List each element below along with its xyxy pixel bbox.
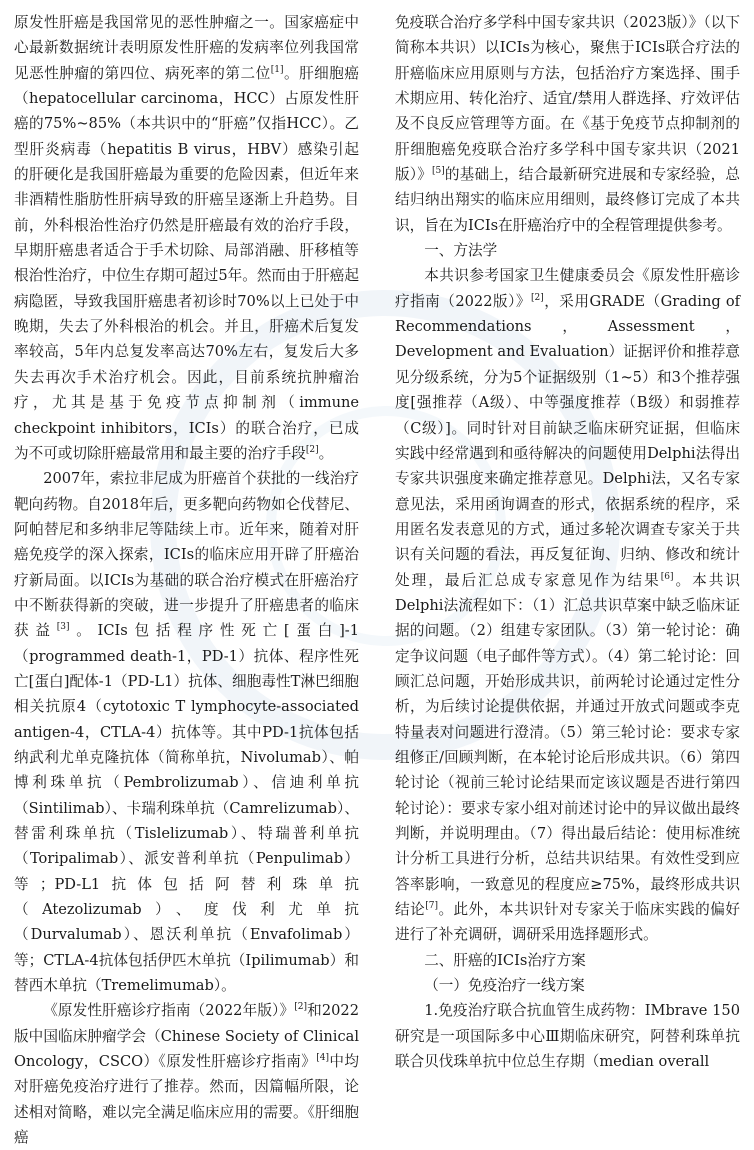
paragraph-intro: 原发性肝癌是我国常见的恶性肿瘤之一。国家癌症中心最新数据统计表明原发性肝癌的发病率位列我国常见恶性肿瘤的第四位、病死率的第二位[1]。肝细胞癌（hepatocellular carcinoma，HCC）占原发性肝癌的75%~85%（本共识中的“肝癌”仅指HCC）。乙型肝炎病毒（hepatitis B virus，HBV）感染引起的肝硬化是我国肝癌最为重要的危险因素，但近年来非酒精性脂肪性肝病导致的肝癌呈逐渐上升趋势。目前，外科根治性治疗仍然是肝癌最有效的治疗手段，早期肝癌患者适合于手术切除、局部消融、肝移植等根治性治疗，中位生存期可超过5年。然而由于肝癌起病隐匿，导致我国肝癌患者初诊时70%以上已处于中晚期，失去了外科根治的机会。并且，肝癌术后复发率较高，5年内总复发率高达70%左右，复发后大多失去再次手术治疗机会。因此，目前系统抗肿瘤治疗，尤其是基于免疫节点抑制剂（immune checkpoint inhibitors，ICIs）的联合治疗，已成为不可或切除肝癌最常用和最主要的治疗手段[2]。: [14, 14, 359, 462]
paragraph-guidelines: 《原发性肝癌诊疗指南（2022年版）》[2]和2022版中国临床肿瘤学会（Chinese Society of Clinical Oncology，CSCO）《原发性肝癌诊疗指南》[4]中均对肝癌免疫治疗进行了推荐。然而，因篇幅所限，论述相对简略，难以完全满足临床应用的需要。《肝细胞癌: [14, 1002, 360, 1147]
paragraph-consensus-scope: 免疫联合治疗多学科中国专家共识（2023版）》（以下简称本共识）以ICIs为核心，聚焦于ICIs联合疗法的肝癌临床应用原则与方法，包括治疗方案选择、围手术期应用、转化治疗、适宜/禁用人群选择、疗效评估及不良反应管理等方面。在《基于免疫节点抑制剂的肝细胞癌免疫联合治疗多学科中国专家共识（2021版）》[5]的基础上，结合最新研究进展和专家经验，总结归纳出翔实的临床应用细则，最终修订完成了本共识，旨在为ICIs在肝癌治疗中的全程管理提供参考。: [395, 14, 740, 234]
subsection-heading-first-line: （一）免疫治疗一线方案: [424, 977, 585, 995]
section-heading-methods: 一、方法学: [424, 242, 498, 260]
right-column: [395, 10, 740, 1074]
left-column: [14, 10, 359, 1150]
paragraph-history: 2007年，索拉非尼成为肝癌首个获批的一线治疗靶向药物。自2018年后，更多靶向药物如仑伐替尼、阿帕替尼和多纳非尼等陆续上市。近年来，随着对肝癌免疫学的深入探索，ICIs的临床应用开辟了肝癌治疗新局面。以ICIs为基础的联合治疗模式在肝癌治疗中不断获得新的突破，进一步提升了肝癌患者的临床获益[3]。ICIs包括程序性死亡[蛋白]-1（programmed death-1，PD-1）抗体、程序性死亡[蛋白]配体-1（PD-L1）抗体、细胞毒性T淋巴细胞相关抗原4（cytotoxic T lymphocyte-associated antigen-4，CTLA-4）抗体等。其中PD-1抗体包括纳武利尤单克隆抗体（简称单抗，Nivolumab）、帕博利珠单抗（Pembrolizumab）、信迪利单抗（Sintilimab）、卡瑞利珠单抗（Camrelizumab）、替雷利珠单抗（Tislelizumab）、特瑞普利单抗（Toripalimab）、派安普利单抗（Penpulimab）等；PD-L1抗体包括阿替利珠单抗（Atezolizumab）、度伐利尤单抗（Durvalumab）、恩沃利单抗（Envafolimab）等；CTLA-4抗体包括伊匹木单抗（Ipilimumab）和替西木单抗（Tremelimumab）。: [14, 470, 359, 995]
section-heading-treatment: 二、肝癌的ICIs治疗方案: [424, 951, 586, 969]
paragraph-methods: 本共识参考国家卫生健康委员会《原发性肝癌诊疗指南（2022版）》[2]，采用GRADE（Grading of Recommendations，Assessment，Development and Evaluation）证据评价和推荐意见分级系统，分为5个证据级别（1~5）和3个推荐强度[强推荐（A级）、中等强度推荐（B级）和弱推荐（C级）]。同时针对目前缺乏临床研究证据，但临床实践中经常遇到和亟待解决的问题使用Delphi法得出专家共识强度来确定推荐意见。Delphi法，又名专家意见法，采用函询调查的形式，依据系统的程序，采用匿名发表意见的方式，通过多轮次调查专家关于共识有关问题的看法，再反复征询、归纳、修改和统计处理，最后汇总成专家意见作为结果[6]。本共识Delphi法流程如下：（1）汇总共识草案中缺乏临床证据的问题。（2）组建专家团队。（3）第一轮讨论：确定争议问题（电子邮件等方式）。（4）第二轮讨论：回顾汇总问题，开始形成共识，前两轮讨论通过定性分析，为后续讨论提供依据，并通过开放式问题或李克特量表对问题进行澄清。（5）第三轮讨论：要求专家组修正/回顾判断，在本轮讨论后形成共识。（6）第四轮讨论（视前三轮讨论结果而定该议题是否进行第四轮讨论）：要求专家小组对前述讨论中的异议做出最终判断，并说明理由。（7）得出最后结论：使用标准统计分析工具进行分析，总结共识结果。有效性受到应答率影响，一致意见的程度应≥75%，最终形成共识结论[7]。此外，本共识针对专家关于临床实践的偏好进行了补充调研，调研采用选择题形式。: [395, 267, 741, 944]
paragraph-imbrave: 1.免疫治疗联合抗血管生成药物：IMbrave 150研究是一项国际多中心Ⅲ期临床研究，阿替利珠单抗联合贝伐珠单抗中位总生存期（median overall: [395, 1002, 740, 1071]
